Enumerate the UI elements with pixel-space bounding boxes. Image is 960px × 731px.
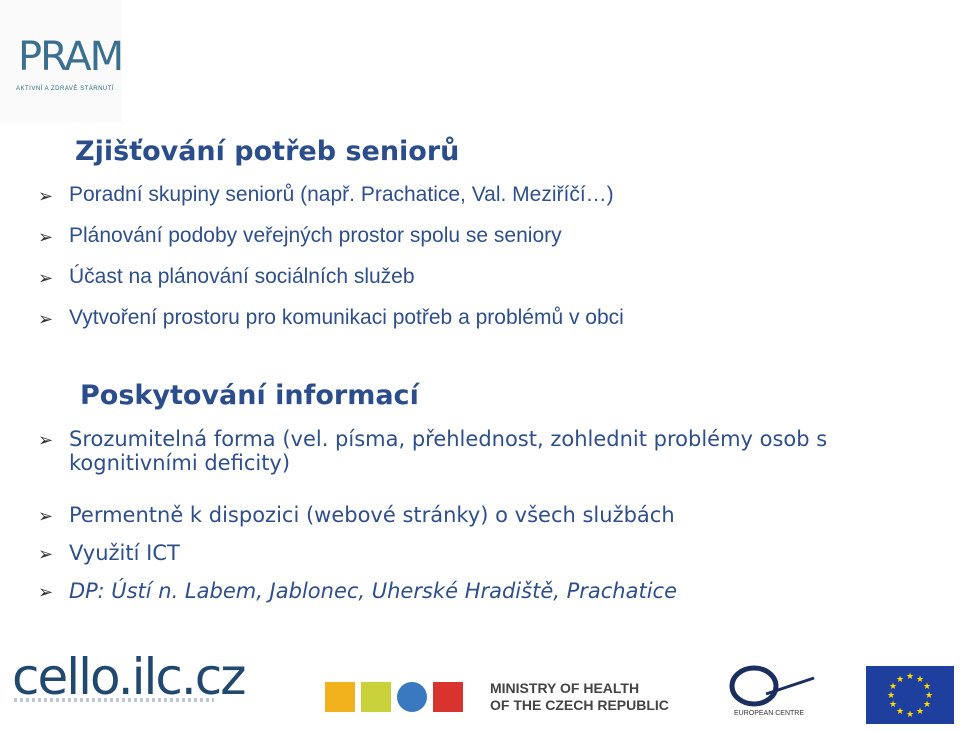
eu-stars-icon	[866, 666, 954, 724]
yellow-green-logo-icon	[361, 682, 391, 712]
svg-text:★: ★	[915, 675, 925, 685]
pram-logo-tagline: AKTIVNÍ A ZDRAVÉ STÁRNUTÍ	[16, 86, 115, 92]
information-list	[34, 427, 914, 617]
blue-logo-icon	[397, 682, 427, 712]
cello-logo-dots	[14, 698, 214, 702]
arrow-bullet-icon: ➢	[38, 186, 54, 207]
list-item	[34, 579, 914, 617]
svg-text:★: ★	[922, 700, 932, 710]
svg-text:★: ★	[905, 672, 915, 682]
list-item-text: Využití ICT	[69, 541, 180, 565]
list-item-text: DP: Ústí n. Labem, Jablonec, Uherské Hradiště, Prachatice	[69, 579, 678, 603]
section-heading-needs: Zjišťování potřeb seniorů	[75, 136, 460, 167]
eu-flag	[866, 666, 954, 724]
ministry-of-health-logo	[490, 680, 670, 714]
list-item-text: Permentně k dispozici (webové stránky) o všech službách	[69, 503, 675, 527]
arrow-bullet-icon: ➢	[38, 506, 54, 527]
svg-text:★: ★	[915, 707, 925, 717]
european-centre-logo	[714, 664, 824, 724]
svg-text:★: ★	[924, 691, 934, 701]
list-item-text: Účast na plánování sociálních služeb	[69, 265, 415, 288]
european-centre-emblem-icon	[714, 664, 824, 710]
ministry-line-2: OF THE CZECH REPUBLIC	[490, 697, 669, 713]
list-item	[34, 541, 914, 579]
ministry-line-1: MINISTRY OF HEALTH	[490, 680, 640, 696]
list-item	[34, 306, 624, 347]
list-item-text: Poradní skupiny seniorů (např. Prachatice, Val. Meziříčí…)	[69, 183, 614, 206]
list-item	[34, 427, 914, 503]
partner-logos-footer	[0, 640, 960, 731]
partner-color-logos	[325, 682, 475, 714]
svg-text:★: ★	[886, 691, 896, 701]
list-item-text: Plánování podoby veřejných prostor spolu se seniory	[69, 224, 562, 247]
svg-text:★: ★	[905, 710, 915, 720]
needs-list	[34, 183, 624, 347]
pram-logo-text: PRAM	[18, 34, 123, 80]
svg-text:★: ★	[888, 682, 898, 692]
list-item	[34, 503, 914, 541]
list-item-text: Vytvoření prostoru pro komunikaci potřeb a problémů v obci	[69, 306, 624, 329]
yellow-logo-icon	[325, 682, 355, 712]
section-heading-information: Poskytování informací	[80, 380, 419, 411]
arrow-bullet-icon: ➢	[38, 430, 54, 451]
arrow-bullet-icon: ➢	[38, 309, 54, 330]
pram-logo	[0, 0, 122, 122]
arrow-bullet-icon: ➢	[38, 544, 54, 565]
svg-text:★: ★	[895, 675, 905, 685]
arrow-bullet-icon: ➢	[38, 227, 54, 248]
cello-logo: cello.ilc.cz	[12, 648, 245, 706]
list-item-text: Srozumitelná forma (vel. písma, přehlednost, zohlednit problémy osob s kognitivními deficity)	[69, 427, 828, 475]
list-item	[34, 224, 624, 265]
svg-text:★: ★	[888, 700, 898, 710]
list-item	[34, 265, 624, 306]
european-centre-title: EUROPEAN CENTRE	[733, 710, 804, 717]
list-item	[34, 183, 624, 224]
arrow-bullet-icon: ➢	[38, 268, 54, 289]
red-logo-icon	[433, 682, 463, 712]
svg-text:★: ★	[895, 707, 905, 717]
svg-text:★: ★	[922, 682, 932, 692]
arrow-bullet-icon: ➢	[38, 582, 54, 603]
